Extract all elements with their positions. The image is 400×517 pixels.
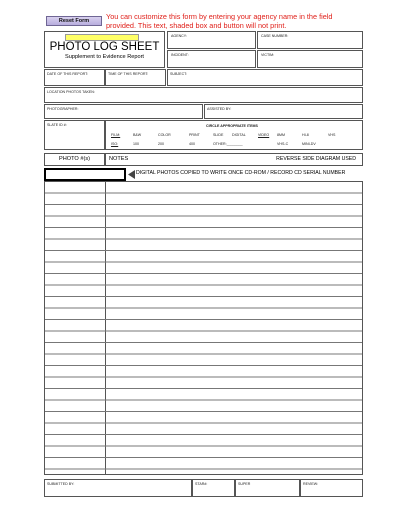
location-field[interactable] — [44, 87, 363, 103]
video-vhsc[interactable]: VHS-C — [277, 142, 289, 146]
review-label: REVIEW: — [303, 482, 319, 486]
star-number-field[interactable] — [192, 479, 235, 497]
cd-serial-number-field[interactable] — [44, 168, 126, 181]
film-slide[interactable]: SLIDE — [213, 133, 224, 137]
assisted-by-label: ASSISTED BY: — [207, 107, 232, 111]
iso-400[interactable]: 400 — [189, 142, 195, 146]
iso-label: ISO: — [111, 142, 119, 146]
customize-notice — [106, 13, 356, 30]
submitted-by-field[interactable] — [44, 479, 192, 497]
slate-id-field[interactable] — [44, 120, 105, 150]
film-digital[interactable]: DIGITAL — [232, 133, 246, 137]
reset-form-button[interactable]: Reset Form — [46, 16, 102, 26]
notes-column-label: NOTES — [109, 156, 129, 162]
photo-number-header — [44, 153, 105, 166]
film-video[interactable]: VIDEO — [258, 133, 270, 137]
subject-label: SUBJECT: — [170, 72, 187, 76]
arrow-left-icon — [128, 170, 135, 179]
photographer-label: PHOTOGRAPHER: — [47, 107, 79, 111]
subject-field[interactable] — [167, 69, 363, 86]
agency-field[interactable] — [167, 31, 256, 49]
incident-field[interactable] — [167, 50, 256, 68]
circle-items-heading: CIRCLE APPROPRIATE ITEMS — [206, 124, 258, 128]
film-bw[interactable]: B&W — [133, 133, 142, 137]
super-label: SUPER — [238, 482, 251, 486]
notice-line-1: You can customize this form by entering your agency name in the field — [106, 12, 333, 21]
review-field[interactable] — [300, 479, 363, 497]
circle-items-box — [105, 120, 363, 150]
reverse-side-diagram-label: REVERSE SIDE DIAGRAM USED — [276, 156, 356, 162]
date-of-report-label: DATE OF THIS REPORT: — [47, 72, 88, 76]
slate-id-label: SLATE ID #: — [47, 123, 67, 127]
video-minidv[interactable]: MINI-DV — [302, 142, 316, 146]
title-box — [44, 31, 165, 68]
page-title: PHOTO LOG SHEET — [49, 41, 160, 53]
assisted-by-field[interactable] — [204, 104, 363, 119]
super-field[interactable] — [235, 479, 300, 497]
log-row-lines — [45, 182, 362, 474]
case-number-field[interactable] — [257, 31, 363, 49]
film-print[interactable]: PRINT — [189, 133, 200, 137]
victim-field[interactable] — [257, 50, 363, 68]
submitted-by-label: SUBMITTED BY: — [47, 482, 75, 486]
agency-name-field[interactable] — [65, 34, 139, 41]
film-vhs[interactable]: VHS — [328, 133, 336, 137]
notes-header — [105, 153, 363, 166]
page-subtitle: Supplement to Evidence Report — [65, 54, 144, 60]
film-color[interactable]: COLOR — [158, 133, 171, 137]
photographer-field[interactable] — [44, 104, 203, 119]
time-of-report-field[interactable] — [105, 69, 166, 86]
case-number-label: CASE NUMBER: — [261, 34, 289, 38]
incident-label: INCIDENT: — [171, 53, 189, 57]
star-number-label: STAR#: — [195, 482, 208, 486]
date-of-report-field[interactable] — [44, 69, 105, 86]
iso-200[interactable]: 200 — [158, 142, 164, 146]
film-label: FILM: — [111, 133, 121, 137]
photo-number-column-label: PHOTO #(s) — [59, 156, 90, 162]
film-hi8[interactable]: HI-8 — [302, 133, 309, 137]
time-of-report-label: TIME OF THIS REPORT: — [108, 72, 149, 76]
notice-line-2: provided. This text, shaded box and button will not print. — [106, 20, 287, 30]
iso-100[interactable]: 100 — [133, 142, 139, 146]
log-table — [44, 181, 363, 475]
location-label: LOCATION PHOTOS TAKEN: — [47, 90, 95, 94]
agency-label: AGENCY: — [171, 34, 187, 38]
victim-label: VICTIM: — [261, 53, 275, 57]
digital-photos-note: DIGITAL PHOTOS COPIED TO WRITE ONCE CD-ROM / RECORD CD SERIAL NUMBER — [136, 170, 346, 176]
iso-other[interactable]: OTHER:________ — [213, 142, 243, 146]
film-8mm[interactable]: 8MM — [277, 133, 285, 137]
